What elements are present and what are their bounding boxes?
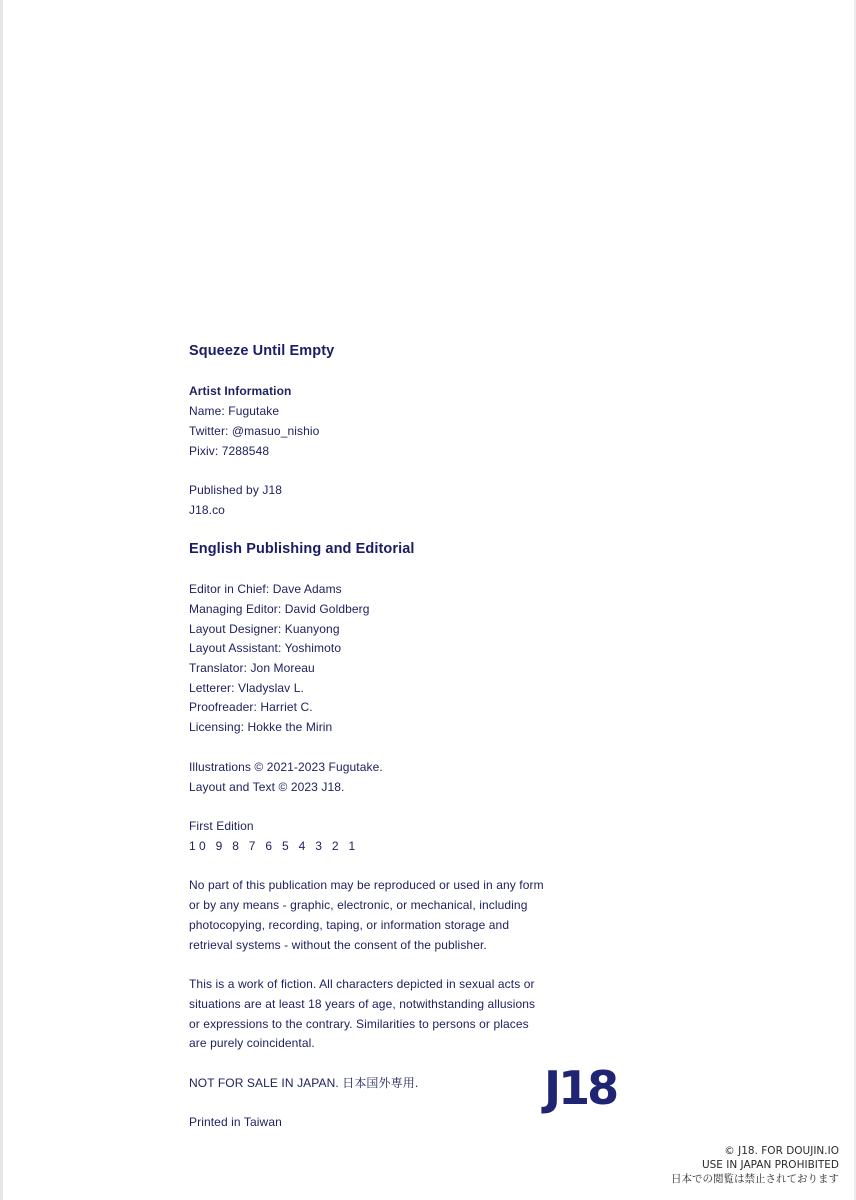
watermark-line: USE IN JAPAN PROHIBITED	[701, 1159, 839, 1171]
fiction-notice-line: or expressions to the contrary. Similarities to persons or places	[189, 1017, 529, 1031]
credit-line: Editor in Chief: Dave Adams	[189, 582, 342, 596]
credit-line: Layout Designer: Kuanyong	[189, 622, 340, 636]
rights-notice-line: No part of this publication may be reproduced or used in any form	[189, 878, 544, 892]
rights-notice-line: or by any means - graphic, electronic, or mechanical, including	[189, 898, 528, 912]
published-by: Published by J18	[189, 483, 282, 497]
printed-in: Printed in Taiwan	[189, 1115, 282, 1129]
fiction-notice-line: This is a work of fiction. All characters depicted in sexual acts or	[189, 977, 535, 991]
rights-notice-line: photocopying, recording, taping, or information storage and	[189, 918, 510, 932]
rights-notice-line: retrieval systems - without the consent of the publisher.	[189, 938, 487, 952]
edition-label: First Edition	[189, 819, 254, 833]
credit-line: Letterer: Vladyslav L.	[189, 681, 304, 695]
printing-line: 10 9 8 7 6 5 4 3 2 1	[189, 839, 359, 853]
credit-line: Translator: Jon Moreau	[189, 661, 315, 675]
illustrations-copyright: Illustrations © 2021-2023 Fugutake.	[189, 760, 383, 774]
j18-logo: J18	[544, 1061, 617, 1115]
artist-name: Name: Fugutake	[189, 404, 280, 418]
credit-line: Proofreader: Harriet C.	[189, 700, 313, 714]
credit-line: Licensing: Hokke the Mirin	[189, 720, 333, 734]
book-title: Squeeze Until Empty	[189, 343, 335, 359]
editorial-heading: English Publishing and Editorial	[189, 541, 415, 557]
credit-line: Layout Assistant: Yoshimoto	[189, 641, 342, 655]
fiction-notice-line: situations are at least 18 years of age, notwithstanding allusions	[189, 997, 536, 1011]
publisher-website: J18.co	[189, 503, 225, 517]
artist-pixiv: Pixiv: 7288548	[189, 444, 270, 458]
artist-twitter: Twitter: @masuo_nishio	[189, 424, 320, 438]
credit-line: Managing Editor: David Goldberg	[189, 602, 370, 616]
page-edge-left	[0, 0, 3, 1200]
fiction-notice-line: are purely coincidental.	[189, 1036, 315, 1050]
artist-info-heading: Artist Information	[189, 384, 292, 398]
watermark-line: © J18. FOR DOUJIN.IO	[724, 1145, 839, 1157]
watermark	[671, 1144, 839, 1186]
layout-copyright: Layout and Text © 2023 J18.	[189, 780, 345, 794]
sale-notice: NOT FOR SALE IN JAPAN. 日本国外専用.	[189, 1076, 419, 1090]
watermark-line: 日本での閲覧は禁止されております	[671, 1173, 839, 1185]
